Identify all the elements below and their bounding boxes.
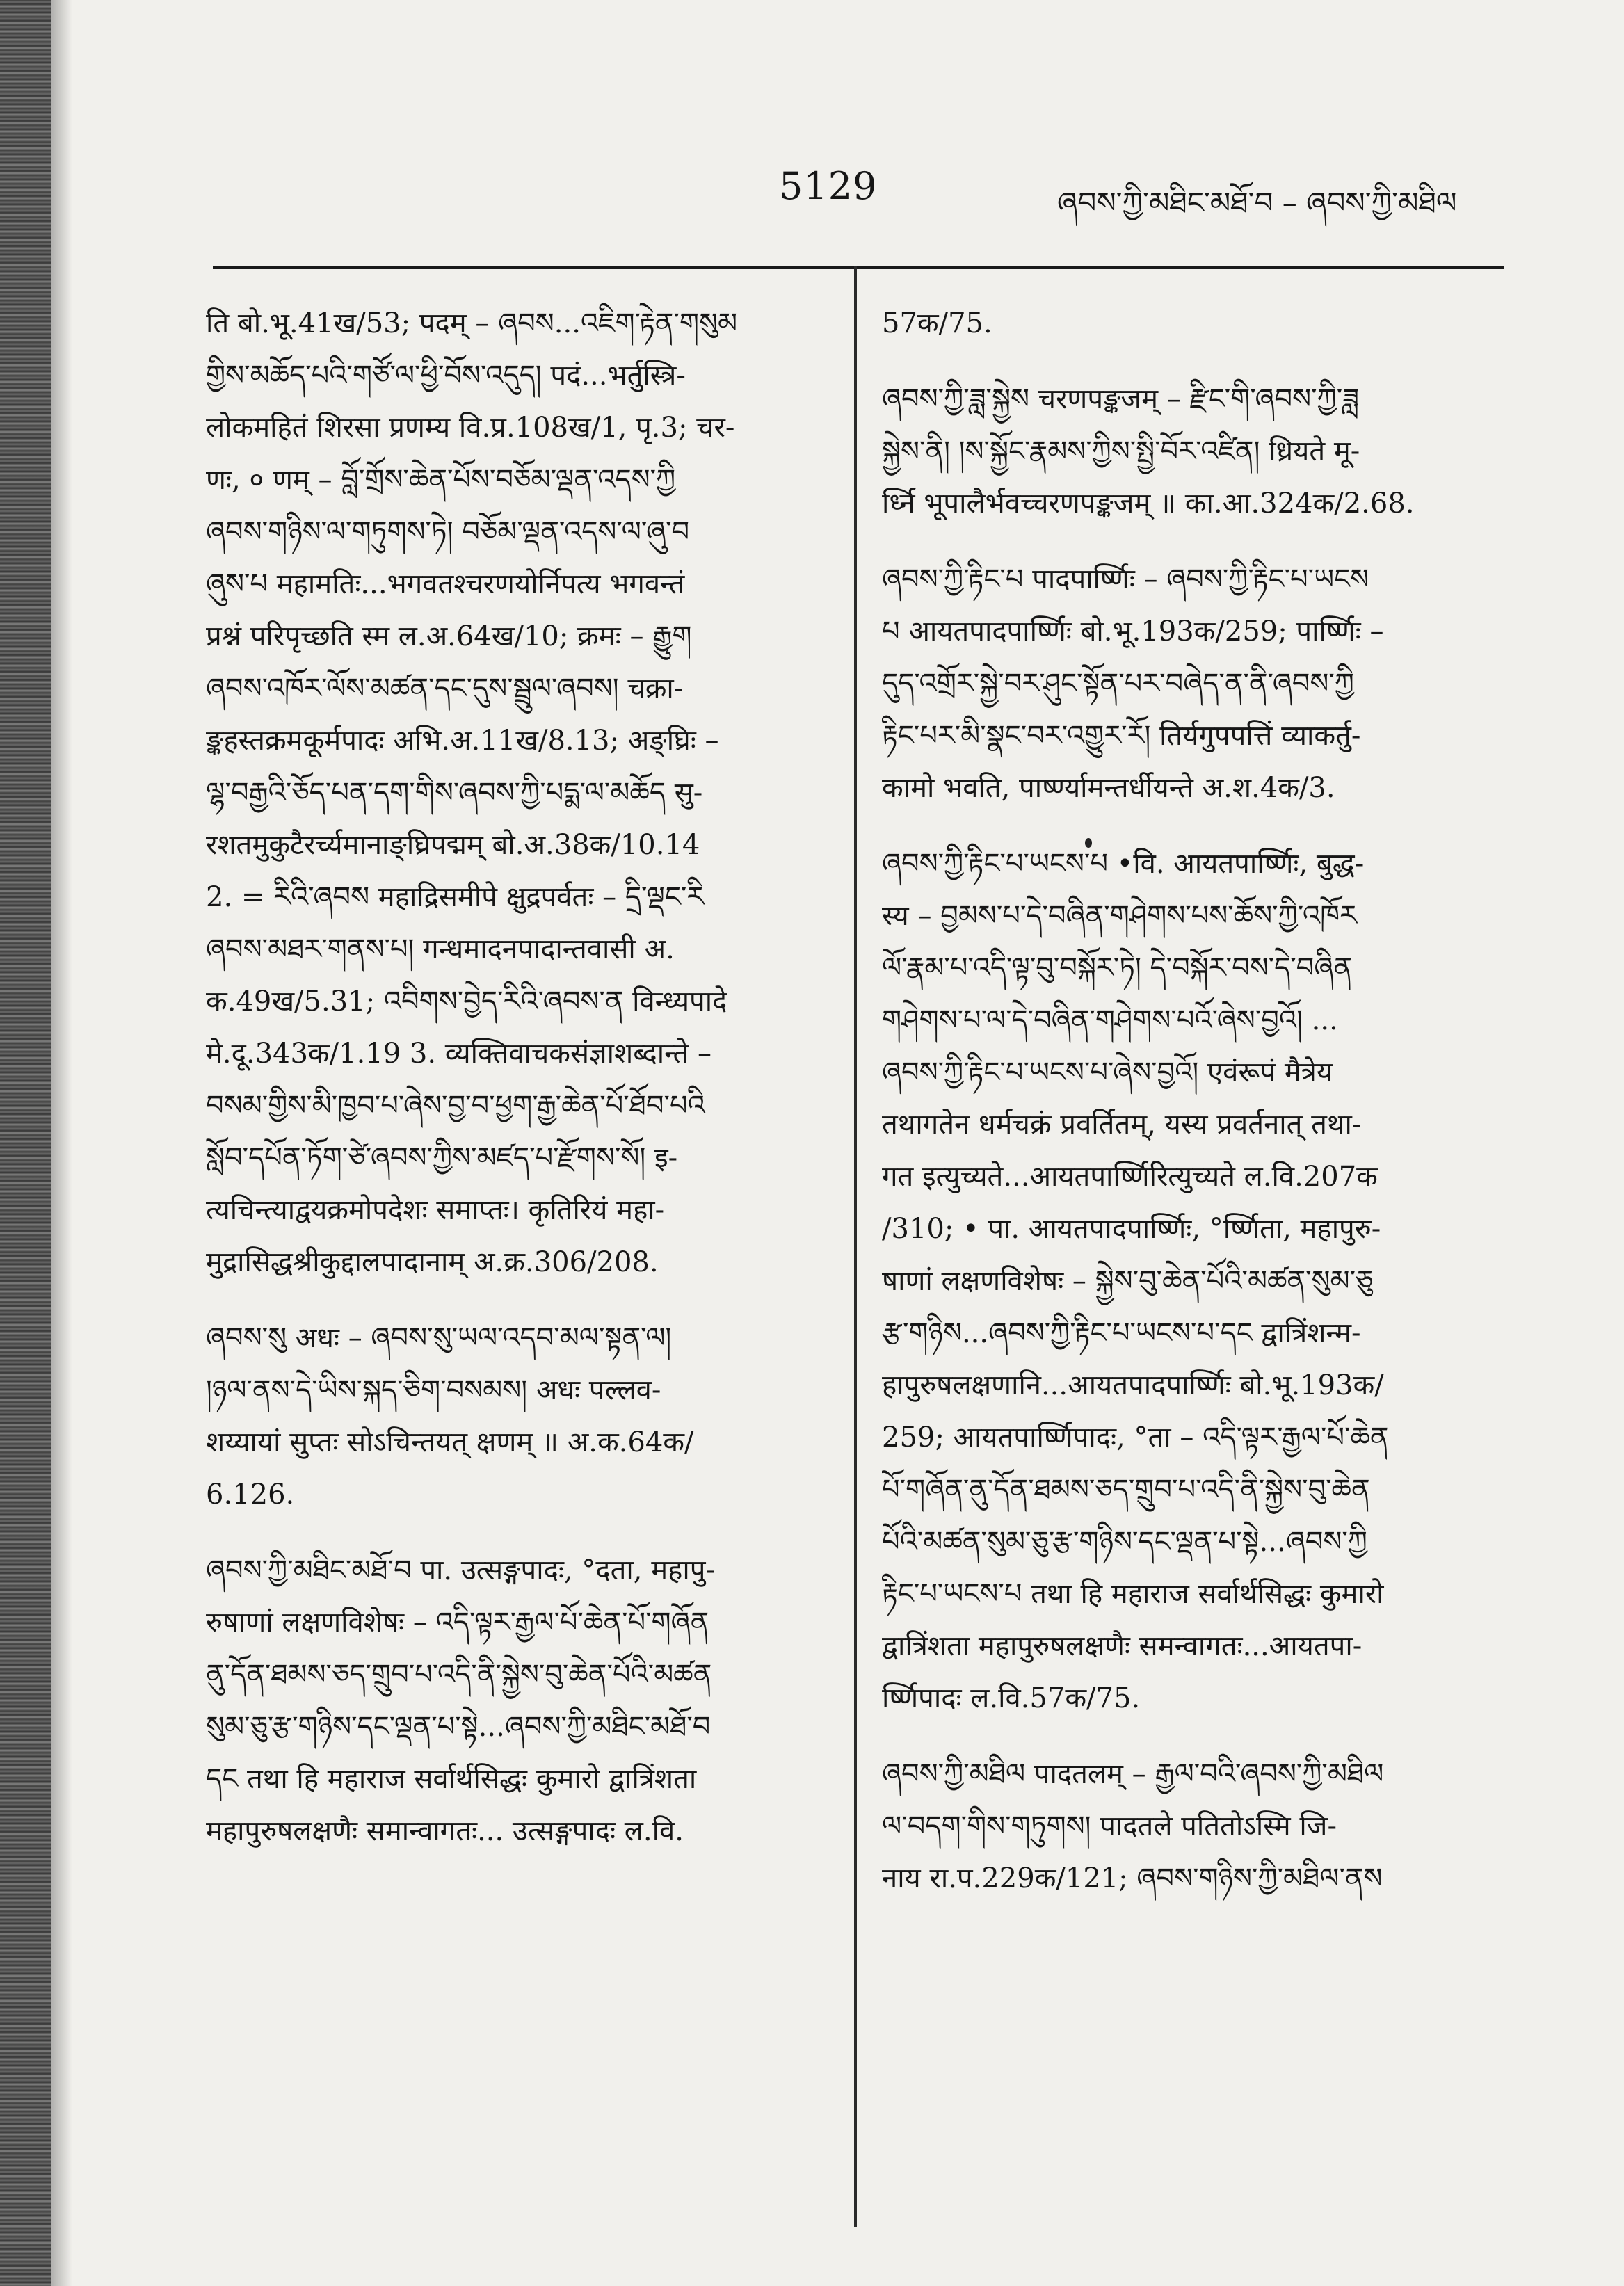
page-edge (0, 0, 51, 2286)
dictionary-entry (882, 373, 1508, 530)
entry-line: महापुरुषलक्षणैः समान्वागतः... उत्सङ्गपादः ल.वि. (206, 1815, 684, 1847)
entry-line: ཞབས་ཀྱི་རྟིང་པ་ཡངས་པ •वि. आयतपार्ष्णिः, बुद्ध- (882, 848, 1365, 880)
entry-line: ཞབས་གཉིས་ལ་གཏུགས་ཏེ། བཅོམ་ལྡན་འདས་ལ་ཞུ་བ (206, 516, 690, 548)
entry-line: བསམ་གྱིས་མི་ཁྱབ་པ་ཞེས་བྱ་བ་ཕྱག་རྒྱ་ཆེན་པོ་ཐོབ་པའི (206, 1090, 705, 1122)
dictionary-entry (882, 554, 1508, 814)
entry-line: ཞབས་ཀྱི་ཟླ་སྐྱེས चरणपङ्कजम् – རྫིང་གི་ཞབས་ཀྱི་ཟླ (882, 383, 1360, 415)
entry-line: 259; आयतपार्ष्णिपादः, °ता – འདི་ལྟར་རྒྱལ་པོ་ཆེན (882, 1422, 1389, 1454)
entry-line: དུད་འགྲོར་སྐྱེ་བར་ཤུང་སྟོན་པར་བཞེད་ན་ནི་ཞབས་ཀྱི (882, 668, 1354, 700)
entry-line: गत इत्युच्यते...आयतपार्ष्णिरित्युच्यते ल.वि.207क (882, 1161, 1378, 1193)
entry-line: मे.दू.343क/1.19 3. व्यक्तिवाचकसंज्ञाशब्दान्ते – (206, 1038, 711, 1070)
entry-line: ཞུས་པ महामतिः...भगवतश्चरणयोर्निपत्य भगवन्तं (206, 568, 685, 600)
entry-line: པོའི་མཚན་སུམ་ཅུ་རྩ་གཉིས་དང་ལྡན་པ་སྟེ...ཞབས་ཀྱི (882, 1526, 1367, 1558)
entry-line: लोकमहितं शिरसा प्रणम्य वि.प्र.108ख/1, पृ.3; चर- (206, 412, 735, 444)
entry-line: སུམ་ཅུ་རྩ་གཉིས་དང་ལྡན་པ་སྟེ...ཞབས་ཀྱི་མཐིང་མཐོ་བ (206, 1711, 711, 1743)
entry-line: པོ་གཞོན་ནུ་དོན་ཐམས་ཅད་གྲུབ་པ་འདི་ནི་སྐྱེས་བུ་ཆེན (882, 1474, 1370, 1506)
entry-line: रुषाणां लक्षणविशेषः – འདི་ལྟར་རྒྱལ་པོ་ཆེན་པོ་གཞོན (206, 1607, 709, 1639)
entry-line: སློབ་དཔོན་ཏོག་ཙེ་ཞབས་ཀྱིས་མཛད་པ་རྫོགས་སོ། इ- (206, 1142, 678, 1174)
entry-line: स्य – བྱམས་པ་དེ་བཞིན་གཤེགས་པས་ཆོས་ཀྱི་འཁོར (882, 900, 1358, 932)
dictionary-entry (882, 298, 1508, 350)
entry-line: 6.126. (206, 1479, 295, 1511)
entry-line: ཞབས་མཐར་གནས་པ། गन्धमादनपादान्तवासी अ. (206, 933, 675, 965)
entry-line: त्यचिन्त्याद्वयक्रमोपदेशः समाप्तः। कृतिरियं महा- (206, 1194, 665, 1226)
entry-line: /310; • पा. आयतपादपार्ष्णिः, °र्ष्णिता, महापुरु- (882, 1213, 1381, 1245)
right-column (882, 298, 1508, 1920)
entry-line: ཞབས་ཀྱི་རྟིང་པ་ཡངས་པ་ཞེས་བྱའོ། एवंरूपं मैत्रेय (882, 1056, 1333, 1088)
entry-line: དང तथा हि महाराज सर्वार्थसिद्धः कुमारो द्वात्रिंशता (206, 1763, 697, 1795)
page-header (779, 164, 1502, 220)
entry-line: རྟིང་པ་ཡངས་པ तथा हि महाराज सर्वार्थसिद्धः कुमारो (882, 1578, 1384, 1610)
entry-line: པ आयतपादपार्ष्णिः बो.भू.193क/259; पार्ष्णिः – (882, 615, 1384, 647)
entry-line: ནུ་དོན་ཐམས་ཅད་གྲུབ་པ་འདི་ནི་སྐྱེས་བུ་ཆེན་པོའི་མཚན (206, 1659, 712, 1691)
dictionary-entry (882, 1748, 1508, 1905)
entry-line: གྱིས་མཆོད་པའི་གཙོ་ལ་ཕྱི་བོས་འདུད། पदं...भर्तुस्त्रि- (206, 360, 686, 392)
entry-line: तथागतेन धर्मचक्रं प्रवर्तितम्, यस्य प्रवर्तनात् तथा- (882, 1109, 1362, 1141)
entry-line: 57क/75. (882, 307, 992, 339)
entry-line: क.49ख/5.31; འབིགས་བྱེད་རིའི་ཞབས་ན विन्ध्यपादे (206, 985, 727, 1017)
dictionary-entry (206, 1312, 818, 1521)
entry-line: 2. = རིའི་ཞབས महाद्रिसमीपे क्षुद्रपर्वतः – དྲི་ལྡང་རི (206, 881, 705, 913)
entry-line: र्ध्नि भूपालैर्भवच्चरणपङ्कजम् ॥ का.आ.324क/2.68. (882, 488, 1415, 520)
entry-line: ཞབས་ཀྱི་མཐིང་མཐོ་བ पा. उत्सङ्गपादः, °दता, महापु- (206, 1554, 715, 1586)
entry-line: ལྷ་བརྒྱའི་ཅོད་པན་དག་གིས་ཞབས་ཀྱི་པདྨ་ལ་མཆོད सु- (206, 777, 703, 809)
entry-line: प्रश्नं परिपृच्छति स्म ल.अ.64ख/10; क्रमः – རྒྱུག (206, 620, 692, 652)
entry-line: कामो भवति, पार्ष्ण्यामन्तर्धीयन्ते अ.श.4क/3. (882, 772, 1335, 804)
entry-line: རྩ་གཉིས...ཞབས་ཀྱི་རྟིང་པ་ཡངས་པ་དང द्वात्रिंशन्म- (882, 1317, 1361, 1349)
entry-line: रशतमुकुटैरर्च्यमानाङ्घ्रिपद्मम् बो.अ.38क/10.14 (206, 829, 700, 861)
entry-line: ཞབས་སུ अधः – ཞབས་སུ་ཡལ་འདབ་མལ་སྟན་ལ། (206, 1322, 672, 1354)
entry-line: རྟིང་པར་མི་སྣང་བར་འགྱུར་རོ། तिर्यगुपपत्तिं व्याकर्तु- (882, 720, 1361, 752)
left-column (206, 298, 818, 1873)
page-number: 5129 (779, 164, 878, 208)
header-rule (213, 266, 1504, 269)
entry-line: णः, ० णम् – བློ་གྲོས་ཆེན་པོས་བཅོམ་ལྡན་འདས་ཀྱི (206, 464, 676, 496)
entry-line: मुद्रासिद्धश्रीकुद्दालपादानाम् अ.क्र.306/208. (206, 1246, 659, 1278)
entry-line: हापुरुषलक्षणानि...आयतपादपार्ष्णिः बो.भू.193क/ (882, 1369, 1384, 1401)
dictionary-entry (882, 838, 1508, 1725)
entry-line: །ཉལ་ནས་དེ་ཡིས་སྐད་ཅིག་བསམས། अधः पल्लव- (206, 1374, 661, 1406)
column-divider (854, 266, 857, 2227)
entry-line: ཞབས་ཀྱི་མཐིལ पादतलम् – རྒྱལ་བའི་ཞབས་ཀྱི་མཐིལ (882, 1758, 1384, 1790)
entry-line: ङ्कहस्तक्रमकूर्मपादः अभि.अ.11ख/8.13; अङ्घ्रिः – (206, 725, 719, 757)
entry-line: शय्यायां सुप्तः सोऽचिन्तयत् क्षणम् ॥ अ.क.64क/ (206, 1426, 694, 1458)
dictionary-entry (206, 1545, 818, 1858)
entry-line: སྐྱེས་ནི། །ས་སྐྱོང་རྣམས་ཀྱིས་སྤྱི་བོར་འཛིན། ध्रियते मू- (882, 435, 1360, 467)
entry-line: ཞབས་འཁོར་ལོས་མཚན་དང་དུས་སྦྲུལ་ཞབས། चक्रा- (206, 673, 684, 705)
entry-line: ལོ་རྣམ་པ་འདི་ལྟ་བུ་བསྐོར་ཏེ། དེ་བསྐོར་བས་དེ་བཞིན (882, 952, 1352, 984)
entry-line: ཞབས་ཀྱི་རྟིང་པ पादपार्ष्णिः – ཞབས་ཀྱི་རྟིང་པ་ཡངས (882, 563, 1369, 595)
running-head: ཞབས་ཀྱི་མཐིང་མཐོ་བ – ཞབས་ཀྱི་མཐིལ (1057, 186, 1457, 220)
page-edge-shadow (51, 0, 72, 2286)
entry-line: र्ष्णिपादः ल.वि.57क/75. (882, 1682, 1141, 1714)
entry-line: ति बो.भू.41ख/53; पदम् – ཞབས...འཇིག་རྟེན་གསུམ (206, 307, 738, 339)
entry-line: नाय रा.प.229क/121; ཞབས་གཉིས་ཀྱི་མཐིལ་ནས (882, 1862, 1383, 1894)
entry-line: གཤེགས་པ་ལ་དེ་བཞིན་གཤེགས་པའོ་ཞེས་བྱའོ། ... (882, 1004, 1338, 1036)
entry-line: षाणां लक्षणविशेषः – སྐྱེས་བུ་ཆེན་པོའི་མཚན་སུམ་ཅུ (882, 1265, 1374, 1297)
entry-line: ལ་བདག་གིས་གཏུགས། पादतले पतितोऽस्मि जि- (882, 1810, 1337, 1842)
dictionary-entry (206, 298, 818, 1289)
entry-line: द्वात्रिंशता महापुरुषलक्षणैः समन्वागतः...आयतपा- (882, 1630, 1362, 1662)
